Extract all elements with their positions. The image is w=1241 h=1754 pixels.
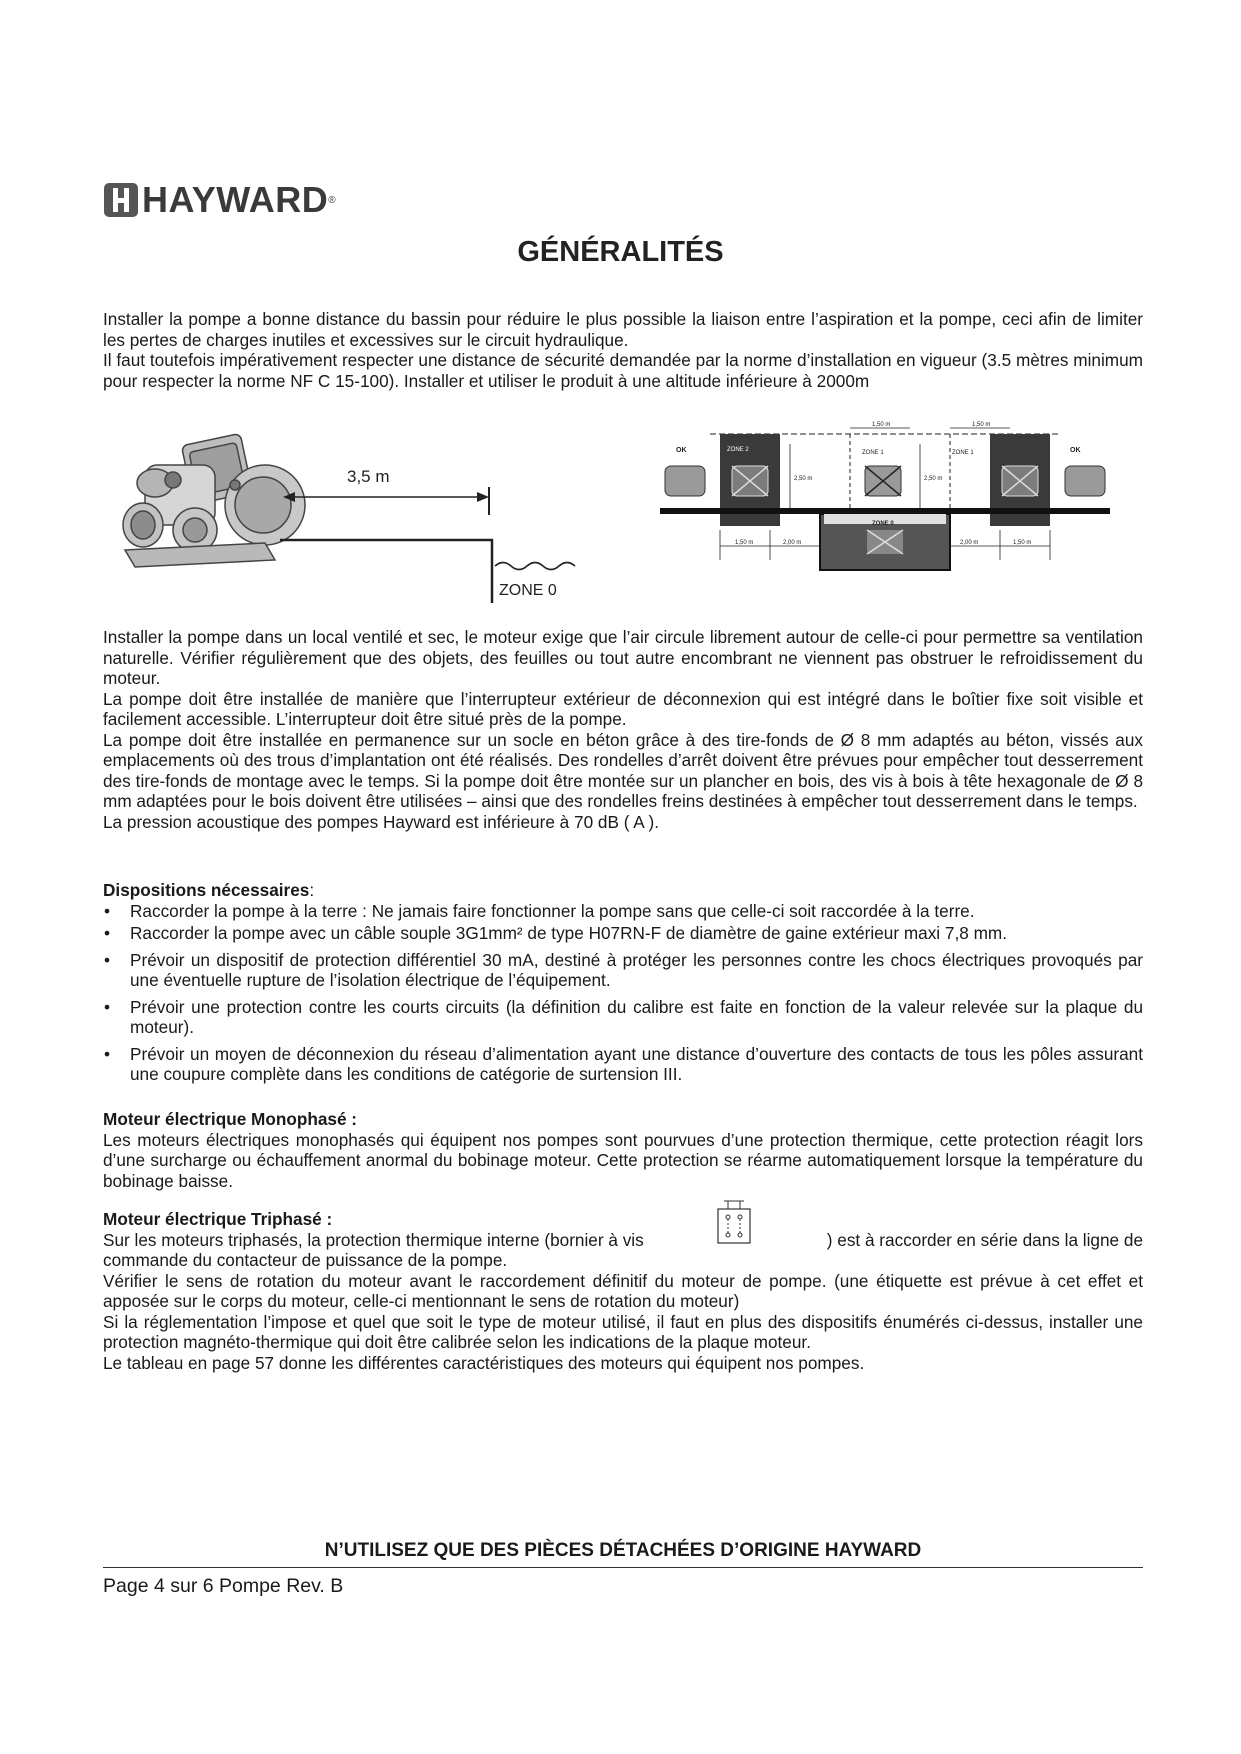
zone-label: ZONE 1 <box>952 450 974 456</box>
list-item: • Prévoir une protection contre les courts circuits (la définition du calibre est faite en fonction de la valeur relevée sur la plaque du moteur). <box>104 996 1143 1037</box>
zone0-label: ZONE 0 <box>499 582 557 599</box>
ok-label: OK <box>676 447 687 454</box>
installation-text <box>103 627 1143 832</box>
zone-label: ZONE 2 <box>727 447 749 453</box>
pump-distance-figure <box>115 425 595 605</box>
list-item: • Prévoir un moyen de déconnexion du réseau d’alimentation ayant une distance d’ouverture des contacts de tous les pôles assurant une coupure complète dans les conditions de catégorie de surtension III. <box>104 1043 1143 1084</box>
body-paragraph: La pompe doit être installée en permanence sur un socle en béton grâce à des tire-fonds de Ø 8 mm adaptés au béton, vissés aux emplacements où des trous d’implantation ont été réalisés. Des rondelles d’arrêt doivent être prévues pour empêcher tout desserrement des tire-fonds de montage avec le temps. Si la pompe doit être montée sur un plancher en bois, des vis à bois à tête hexagonale de Ø 8 mm adaptées pour le bois doivent être utilisées – ainsi que des rondelles freins destinées à empêcher tout desserrement dans le temps. <box>103 729 1143 811</box>
list-item: • Raccorder la pompe à la terre : Ne jamais faire fonctionner la pompe sans que celle-ci soit raccordée à la terre. <box>104 900 975 921</box>
bottom-dim: 2,00 m <box>960 540 979 546</box>
footer-divider <box>103 1567 1143 1568</box>
bottom-dim: 2,00 m <box>783 540 802 546</box>
distance-label: 3,5 m <box>347 467 390 486</box>
bottom-dim: 1,50 m <box>1013 540 1032 546</box>
hayward-logo-icon <box>104 183 138 217</box>
page-title: GÉNÉRALITÉS <box>517 236 724 268</box>
mono-text: Les moteurs électriques monophasés qui équipent nos pompes sont pourvues d’une protection thermique, cette protection réagit lors d’une surcharge ou échauffement anormal du bobinage moteur. Cette protection se réarme automatiquement lorsque la température du bobinage baisse. <box>103 1129 1143 1191</box>
zone-label: ZONE 0 <box>872 521 894 527</box>
intro-text <box>103 309 1143 391</box>
zones-figure <box>660 420 1110 570</box>
page-info: Page 4 sur 6 Pompe Rev. B <box>103 1575 344 1597</box>
top-dim: 1,50 m <box>872 422 891 428</box>
dispositions-section: Dispositions nécessaires: • Raccorder la pompe à la terre : Ne jamais faire fonctionner la pompe sans que celle-ci soit raccordée à la terre. • Raccorder la pompe avec un câble souple 3G1mm² de type H07RN-F de diamètre de gaine extérieur maxi 7,8 mm. • Prévoir un dispositif de protection différentiel 30 mA, destiné à protéger les personnes contre les chocs électriques provoqués par une éventuelle rupture de l’isolation électrique de l’équipement. • Prévoir une protection contre les courts circuits (la définition du calibre est faite en fonction de la valeur relevée sur la plaque du moteur). • Prévoir un moyen de déconnexion du réseau d’alimentation ayant une distance d’ouverture des contacts de tous les pôles assurant une coupure complète dans les conditions de catégorie de surtension III. <box>103 880 1143 1084</box>
footer-notice: N’UTILISEZ QUE DES PIÈCES DÉTACHÉES D’ORIGINE HAYWARD <box>324 1540 922 1561</box>
list-item: • Prévoir un dispositif de protection différentiel 30 mA, destiné à protéger les personnes contre les chocs électriques provoqués par une éventuelle rupture de l’isolation électrique de l’équipement. <box>104 949 1143 990</box>
intro-paragraph: Installer la pompe a bonne distance du bassin pour réduire le plus possible la liaison entre l’aspiration et la pompe, ceci afin de limiter les pertes de charges inutiles et excessives sur le circuit hydraulique. <box>103 309 1143 350</box>
vertical-dim: 2,50 m <box>924 476 943 482</box>
mono-title: Moteur électrique Monophasé : <box>103 1109 358 1129</box>
dispositions-list <box>103 901 1143 1085</box>
hayward-logo: HAYWARD ® <box>104 180 336 220</box>
vertical-dim: 2,50 m <box>794 476 813 482</box>
pump-illustration <box>123 433 305 567</box>
tri-paragraph: Vérifier le sens de rotation du moteur avant le raccordement définitif du moteur de pompe. (une étiquette est prévue à cet effet et apposée sur le corps du moteur, celle-ci mentionnant le sens de rotation du moteur) <box>103 1270 1143 1311</box>
bottom-dim: 1,50 m <box>735 540 754 546</box>
mono-section <box>103 1109 1143 1191</box>
terminal-block-icon <box>706 1195 764 1250</box>
tri-title: Moteur électrique Triphasé : <box>103 1209 333 1229</box>
tri-paragraph: Le tableau en page 57 donne les différentes caractéristiques des moteurs qui équipent nos pompes. <box>103 1352 865 1373</box>
tri-section: Moteur électrique Triphasé : Sur les moteurs triphasés, la protection thermique interne (bornier à vis ) est à raccorder en série dans la ligne de commande du contacteur de puissance de la pompe. Vérifier le sens de rotation du moteur avant le raccordement définitif du moteur de pompe. (une étiquette est prévue à cet effet et apposée sur le corps du moteur, celle-ci mentionnant le sens de rotation du moteur) Si la réglementation l’impose et quel que soit le type de moteur utilisé, il faut en plus des dispositifs énumérés ci-dessus, installer une protection magnéto-thermique qui doit être calibrée selon les indications de la plaque moteur. Le tableau en page 57 donne les différentes caractéristiques des moteurs qui équipent nos pompes. <box>103 1209 1143 1373</box>
body-paragraph: La pompe doit être installée de manière que l’interrupteur extérieur de déconnexion qui est intégré dans le boîtier fixe soit visible et facilement accessible. L’interrupteur doit être situé près de la pompe. <box>103 688 1143 729</box>
body-paragraph: Installer la pompe dans un local ventilé et sec, le moteur exige que l’air circule librement autour de celle-ci pour permettre sa ventilation naturelle. Vérifier régulièrement que des objets, des feuilles ou tout autre encombrant ne viennent pas obstruer le refroidissement du moteur. <box>103 627 1143 688</box>
body-paragraph: La pression acoustique des pompes Hayward est inférieure à 70 dB ( A ). <box>103 811 660 832</box>
logo-text: HAYWARD <box>142 179 329 220</box>
intro-paragraph: Il faut toutefois impérativement respecter une distance de sécurité demandée par la norme d’installation en vigueur (3.5 mètres minimum pour respecter la norme NF C 15-100). Installer et utiliser le produit à une altitude inférieure à 2000m <box>103 350 1143 391</box>
ok-label: OK <box>1070 447 1081 454</box>
list-item: • Raccorder la pompe avec un câble souple 3G1mm² de type H07RN-F de diamètre de gaine extérieur maxi 7,8 mm. <box>104 923 1007 943</box>
dispositions-title: Dispositions nécessaires <box>103 880 310 900</box>
top-dim: 1,50 m <box>972 422 991 428</box>
tri-paragraph: Si la réglementation l’impose et quel que soit le type de moteur utilisé, il faut en plus des dispositifs énumérés ci-dessus, installer une protection magnéto-thermique qui doit être calibrée selon les indications de la plaque moteur. <box>103 1311 1143 1352</box>
zone-label: ZONE 1 <box>862 450 884 456</box>
